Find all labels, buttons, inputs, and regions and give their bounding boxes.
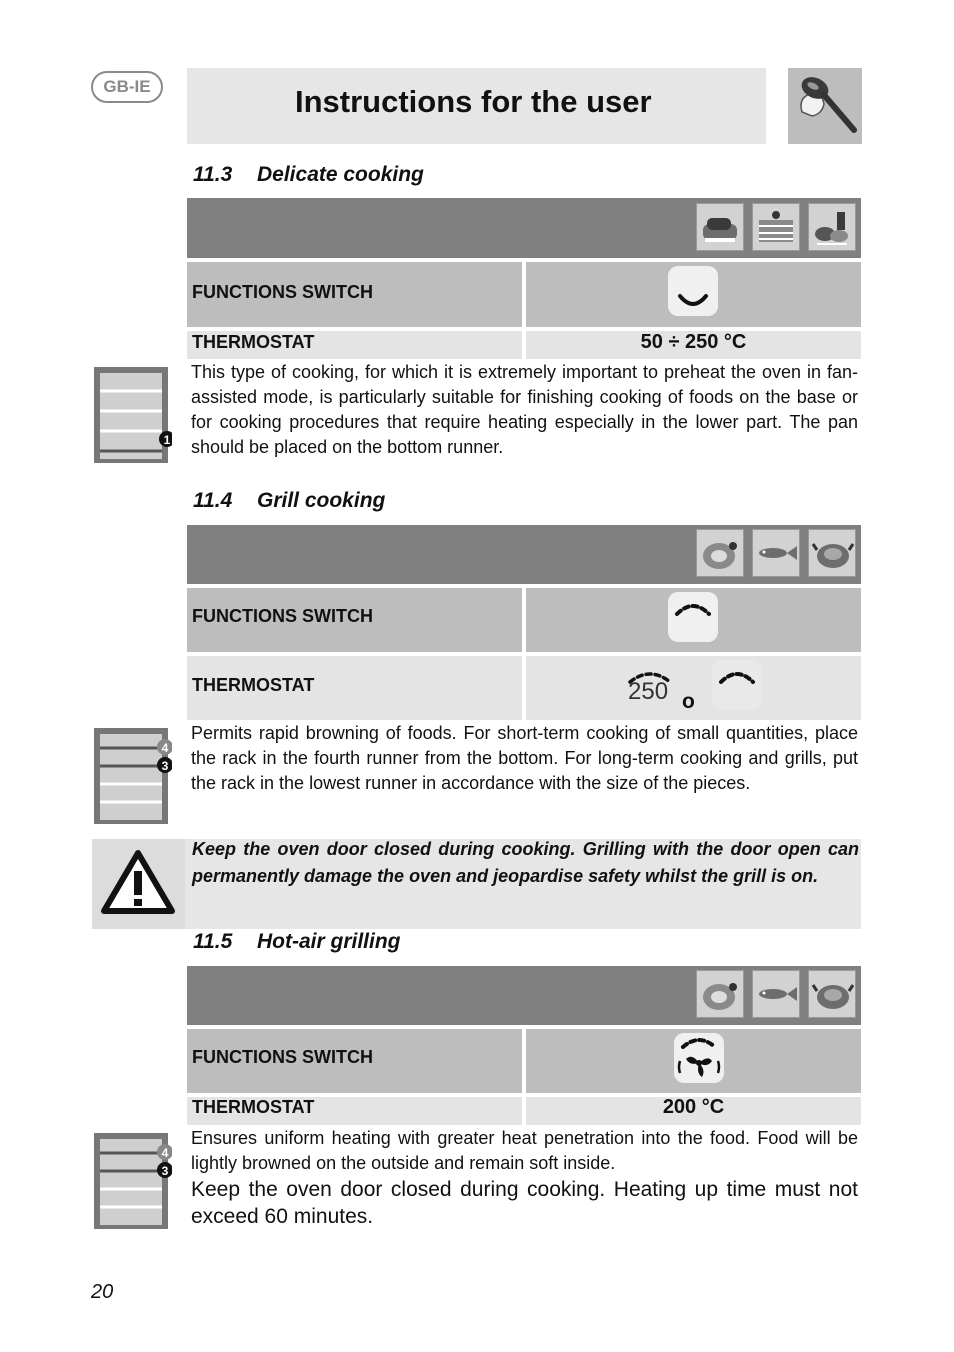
- oven-runner-diagram-icon: [94, 367, 172, 463]
- thermostat-value: 50 ÷ 250 °C: [640, 331, 747, 353]
- runner-number: 4: [161, 1146, 169, 1160]
- section-heading-11-3: [193, 163, 424, 187]
- fish-icon: [752, 529, 800, 577]
- functions-switch-value-cell: [526, 262, 861, 327]
- section-title: Hot-air grilling: [257, 930, 401, 953]
- section-description: Permits rapid browning of foods. For short-term cooking of small quantities, place the rack in the fourth runner from the bottom. For long-term cooking and grills, put the rack in the lowest runner in accordance with the size of the pieces.: [191, 723, 858, 793]
- section-heading-11-4: [193, 489, 385, 513]
- section-number: 11.4: [193, 489, 233, 512]
- meat-icon: [696, 529, 744, 577]
- poultry-icon: [808, 529, 856, 577]
- functions-switch-label-cell: [187, 588, 522, 652]
- section-heading-11-5: [193, 930, 401, 954]
- food-icons-bar: [187, 525, 861, 584]
- runner-number: 3: [161, 759, 169, 773]
- meat-icon: [696, 970, 744, 1018]
- section-title: Delicate cooking: [257, 163, 424, 186]
- thermostat-label: THERMOSTAT: [192, 1097, 315, 1117]
- thermostat-value-cell: [526, 331, 861, 359]
- runner-number: 3: [161, 1164, 169, 1178]
- thermostat-label-cell: [187, 1097, 522, 1125]
- poultry-icon: [808, 970, 856, 1018]
- thermostat-label: THERMOSTAT: [192, 675, 315, 695]
- bread-icon: [696, 203, 744, 251]
- fan-grill-symbol-icon: [674, 1033, 724, 1083]
- or-label: o: [682, 690, 695, 713]
- section-number: 11.3: [193, 163, 233, 186]
- section-title: Grill cooking: [257, 489, 386, 512]
- oven-runner-diagram-icon: [94, 1133, 172, 1229]
- thermostat-label: THERMOSTAT: [192, 332, 315, 352]
- functions-switch-label: FUNCTIONS SWITCH: [192, 282, 373, 302]
- functions-switch-label-cell: [187, 262, 522, 327]
- functions-switch-label: FUNCTIONS SWITCH: [192, 1047, 373, 1067]
- thermostat-label-cell: [187, 656, 522, 720]
- thermostat-value-cell: [526, 656, 861, 720]
- vegetables-icon: [808, 203, 856, 251]
- functions-switch-label-cell: [187, 1029, 522, 1093]
- thermostat-value: 200 °C: [662, 1096, 725, 1118]
- functions-switch-value-cell: [526, 588, 861, 652]
- runner-number: 4: [161, 741, 169, 755]
- spoon-logo-icon: [788, 68, 862, 144]
- grill-symbol-icon: [668, 592, 718, 642]
- language-badge: GB-IE: [91, 71, 163, 103]
- bottom-heat-symbol-icon: [668, 266, 718, 316]
- functions-switch-label: FUNCTIONS SWITCH: [192, 606, 373, 626]
- section-number: 11.5: [193, 930, 233, 953]
- grill-max-symbol-icon: [712, 660, 762, 710]
- thermostat-label-cell: [187, 331, 522, 359]
- warning-text: Keep the oven door closed during cooking. Grilling with the door open can permanently damage the oven and jeopardise safety whilst the grill is on.: [192, 839, 859, 886]
- cake-icon: [752, 203, 800, 251]
- page-title: Instructions for the user: [295, 84, 652, 119]
- warning-box: [92, 839, 861, 929]
- section-description: Ensures uniform heating with greater heat penetration into the food. Food will be lightly browned on the outside and remain soft inside.: [191, 1128, 858, 1173]
- section-description: This type of cooking, for which it is extremely important to preheat the oven in fan-assisted mode, is particularly suitable for finishing cooking of foods on the base or for cooking procedures that require heating especially in the lower part. The pan should be placed on the bottom runner.: [191, 362, 858, 457]
- runner-number: 1: [163, 433, 171, 447]
- page-number: 20: [91, 1281, 114, 1303]
- food-icons-bar: [187, 198, 861, 258]
- oven-runner-diagram-icon: [94, 728, 172, 824]
- warning-triangle-icon: [92, 839, 185, 929]
- section-note: Keep the oven door closed during cooking. Heating up time must not exceed 60 minutes.: [191, 1178, 858, 1228]
- thermostat-knob-value: 250: [628, 678, 669, 705]
- fish-icon: [752, 970, 800, 1018]
- thermostat-value-cell: [526, 1097, 861, 1125]
- functions-switch-value-cell: [526, 1029, 861, 1093]
- food-icons-bar: [187, 966, 861, 1025]
